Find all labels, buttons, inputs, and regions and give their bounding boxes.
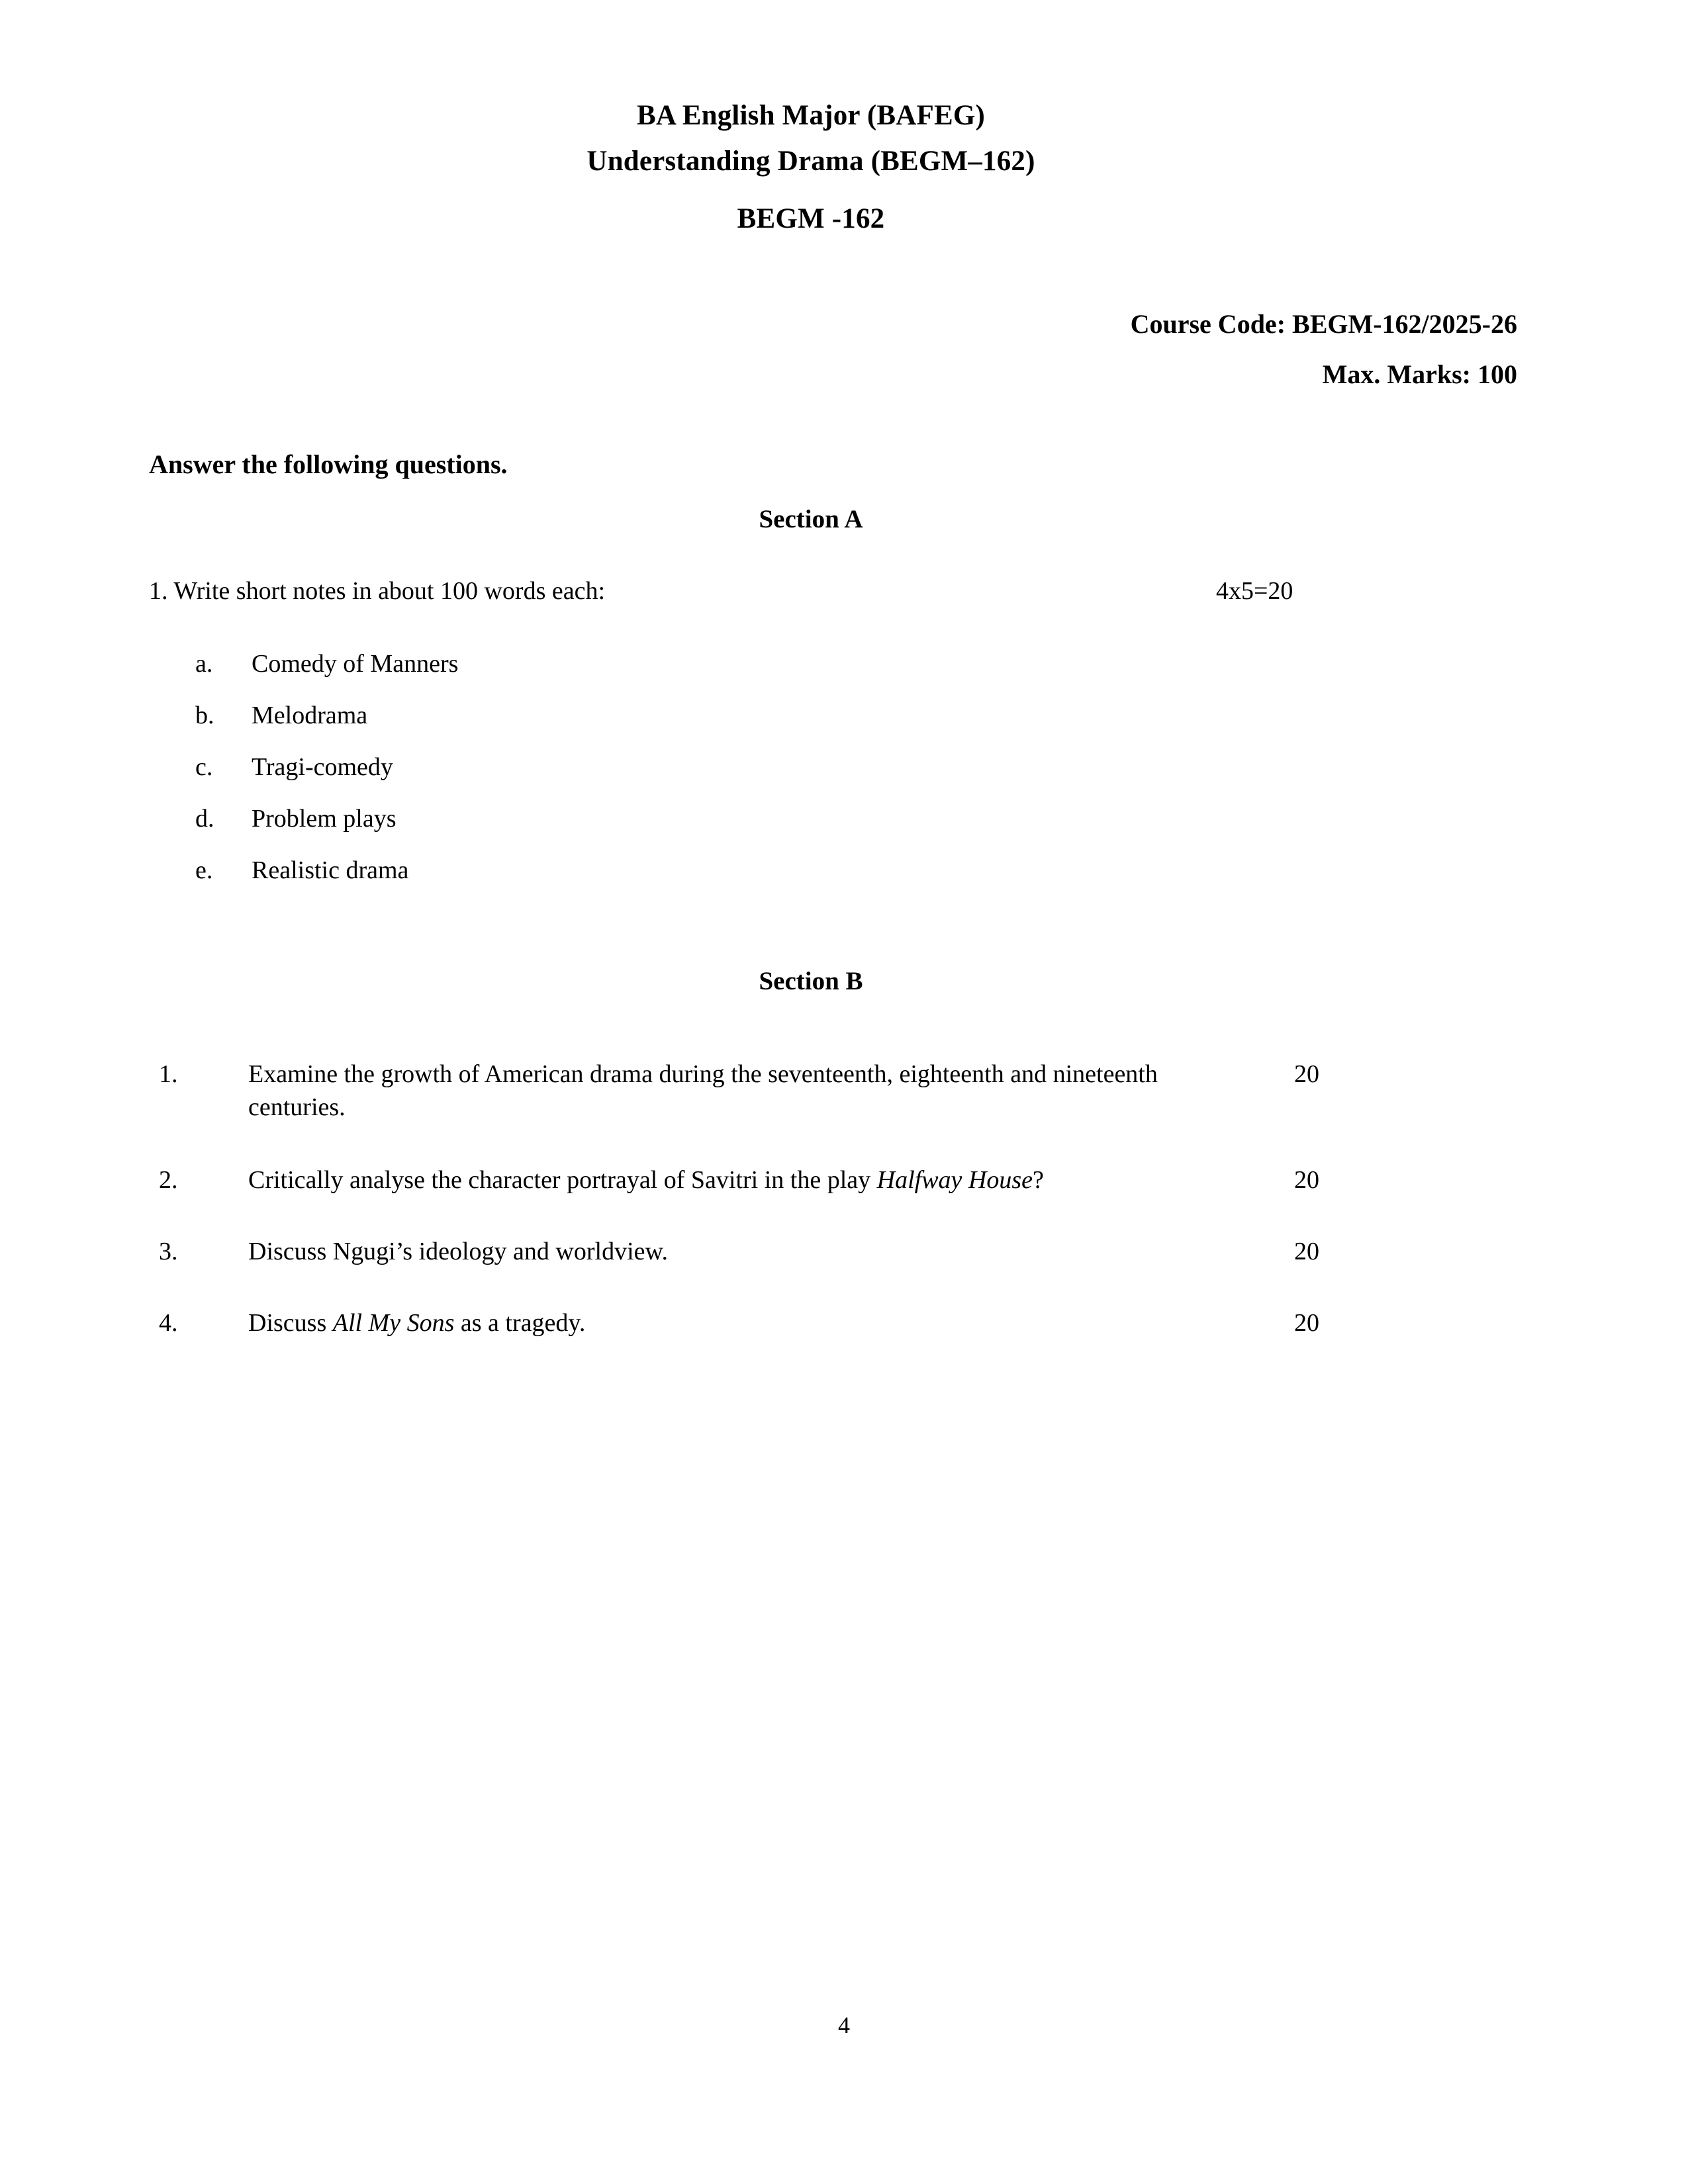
max-marks: Max. Marks: 100 <box>1322 359 1517 389</box>
question-text <box>248 1163 1215 1197</box>
question-number: 4. <box>159 1309 178 1337</box>
list-item <box>149 647 1076 699</box>
question-number: 2. <box>159 1166 178 1194</box>
question-text-before: Discuss <box>248 1309 333 1337</box>
question-text-after: as a tragedy. <box>454 1309 586 1337</box>
question-item <box>149 1163 1529 1235</box>
question-marks: 20 <box>1294 1060 1319 1088</box>
question-text-before: Examine the growth of American drama during the seventeenth, eighteenth and nineteenth centuries. <box>248 1060 1158 1121</box>
section-b-heading: Section B <box>759 967 863 995</box>
list-item-label: c. <box>195 753 213 781</box>
question-text <box>248 1235 1215 1268</box>
page-number: 4 <box>838 2012 850 2038</box>
course-code: Course Code: BEGM-162/2025-26 <box>1130 309 1517 339</box>
question-title-italic: All My Sons <box>332 1309 455 1337</box>
question-item <box>149 1235 1529 1306</box>
list-item <box>149 699 1076 751</box>
section-a-heading: Section A <box>759 505 863 533</box>
list-item-text: Tragi-comedy <box>252 753 393 781</box>
question-marks: 20 <box>1294 1166 1319 1194</box>
instruction-text: Answer the following questions. <box>149 449 508 479</box>
question-item <box>149 1306 1529 1378</box>
list-item <box>149 854 1076 905</box>
question-text-after: ? <box>1033 1166 1044 1194</box>
question-number: 1. <box>159 1060 178 1088</box>
section-a-question-row <box>149 574 1529 608</box>
list-item <box>149 751 1076 802</box>
section-a-question-text: 1. Write short notes in about 100 words each: <box>149 577 606 605</box>
question-marks: 20 <box>1294 1238 1319 1265</box>
page-title-line-3: BEGM -162 <box>737 203 885 234</box>
question-text <box>248 1306 1215 1340</box>
question-text-before: Critically analyse the character portrayal of Savitri in the play <box>248 1166 877 1194</box>
list-item-text: Melodrama <box>252 702 368 729</box>
page-title-line-1: BA English Major (BAFEG) <box>636 100 986 131</box>
question-marks: 20 <box>1294 1309 1319 1337</box>
section-a-question-marks: 4x5=20 <box>1216 577 1293 605</box>
list-item-text: Problem plays <box>252 805 397 833</box>
question-item <box>149 1058 1529 1163</box>
list-item-label: b. <box>195 702 214 729</box>
section-a-sublist <box>149 647 1076 905</box>
list-item-label: d. <box>195 805 214 833</box>
page-title-line-2: Understanding Drama (BEGM–162) <box>586 146 1035 177</box>
course-meta-block <box>149 299 1529 400</box>
section-b-question-list <box>149 1058 1529 1378</box>
list-item-text: Comedy of Manners <box>252 650 459 678</box>
list-item-text: Realistic drama <box>252 856 409 884</box>
question-text-before: Discuss Ngugi’s ideology and worldview. <box>248 1238 668 1265</box>
question-text <box>248 1058 1215 1124</box>
page-title-block <box>149 93 1473 242</box>
list-item-label: e. <box>195 856 213 884</box>
question-number: 3. <box>159 1238 178 1265</box>
list-item-label: a. <box>195 650 213 678</box>
list-item <box>149 802 1076 854</box>
question-title-italic: Halfway House <box>876 1166 1033 1194</box>
